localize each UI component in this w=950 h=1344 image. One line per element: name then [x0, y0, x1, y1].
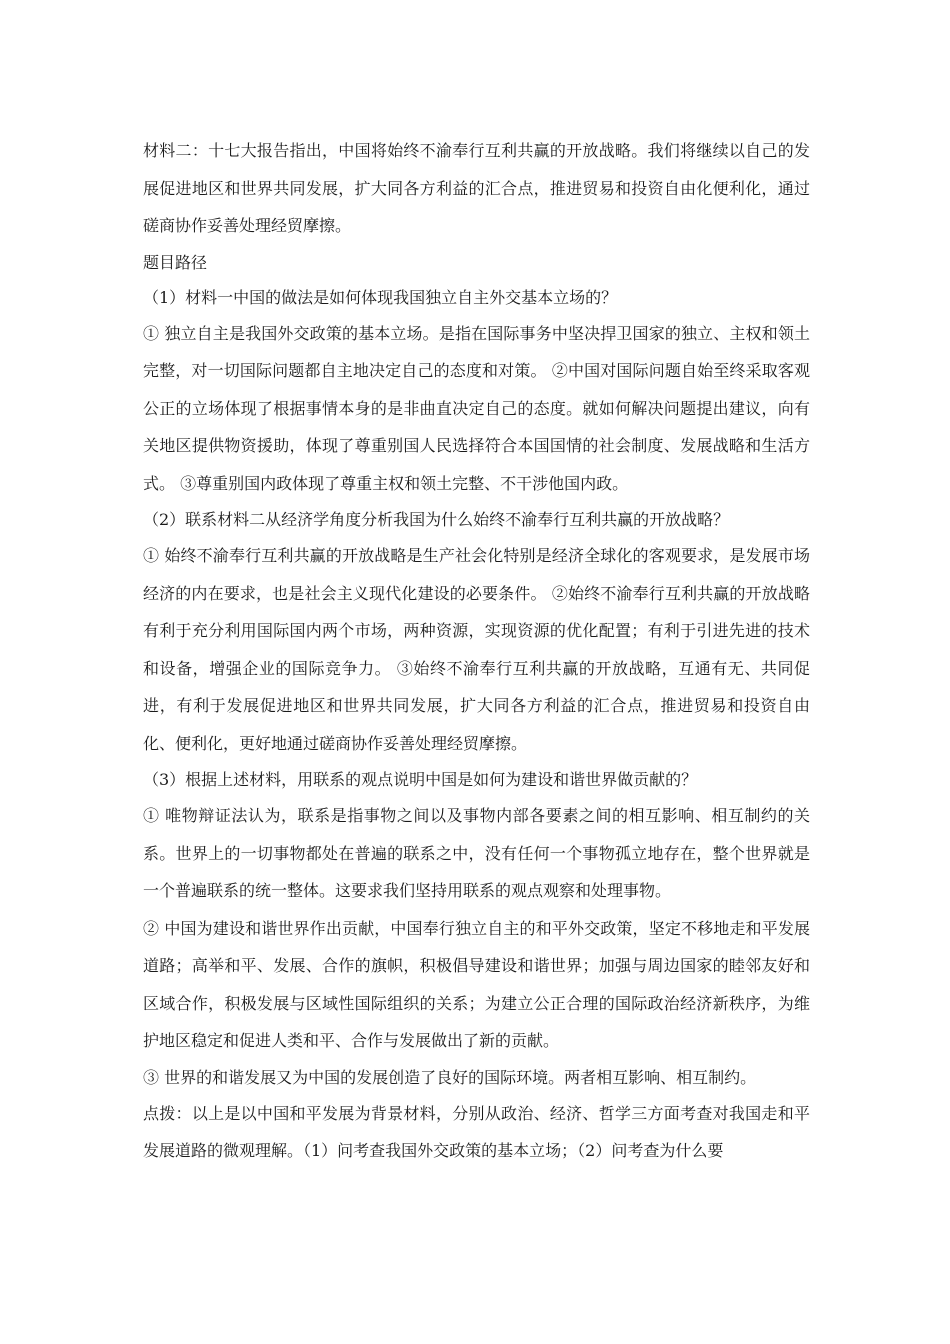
material-two-paragraph: 材料二：十七大报告指出，中国将始终不渝奉行互利共赢的开放战略。我们将继续以自己的发展促进地区和世界共同发展，扩大同各方利益的汇合点，推进贸易和投资自由化便利化，通过磋商协作妥善处理经贸摩擦。	[143, 141, 810, 235]
answer-3-point-3: ③ 世界的和谐发展又为中国的发展创造了良好的国际环境。两者相互影响、相互制约。	[143, 1067, 757, 1087]
question-3: （3）根据上述材料，用联系的观点说明中国是如何为建设和谐世界做贡献的？	[143, 770, 698, 789]
question-2: （2）联系材料二从经济学角度分析我国为什么始终不渝奉行互利共赢的开放战略？	[143, 510, 730, 529]
answer-3-point-2: ② 中国为建设和谐世界作出贡献，中国奉行独立自主的和平外交政策，坚定不移地走和平发展道路；高举和平、发展、合作的旗帜，积极倡导建设和谐世界；加强与周边国家的睦邻友好和区域合作，积极发展与区域性国际组织的关系；为建立公正合理的国际政治经济新秩序，为维护地区稳定和促进人类和平、合作与发展做出了新的贡献。	[143, 918, 810, 1050]
section-heading: 题目路径	[143, 252, 208, 272]
answer-3-point-1: ① 唯物辩证法认为，联系是指事物之间以及事物内部各要素之间的相互影响、相互制约的关系。世界上的一切事物都处在普遍的联系之中，没有任何一个事物孤立地存在，整个世界就是一个普遍联系的统一整体。这要求我们坚持用联系的观点观察和处理事物。	[143, 806, 810, 900]
question-1: （1）材料一中国的做法是如何体现我国独立自主外交基本立场的？	[143, 287, 618, 307]
commentary-paragraph: 点拨：以上是以中国和平发展为背景材料，分别从政治、经济、哲学三方面考查对我国走和平发展道路的微观理解。（1）问考查我国外交政策的基本立场；（2）问考查为什么要	[143, 1103, 810, 1160]
answer-1: ① 独立自主是我国外交政策的基本立场。是指在国际事务中坚决捍卫国家的独立、主权和领土完整，对一切国际问题都自主地决定自己的态度和对策。 ②中国对国际问题自始至终采取客观公正的立场体现了根据事情本身的是非曲直决定自己的态度。就如何解决问题提出建议，向有关地区提供物资援助，体现了尊重别国人民选择符合本国国情的社会制度、发展战略和生活方式。 ③尊重别国内政体现了尊重主权和领土完整、不干涉他国内政。	[143, 323, 810, 493]
answer-2: ① 始终不渝奉行互利共赢的开放战略是生产社会化特别是经济全球化的客观要求，是发展市场经济的内在要求，也是社会主义现代化建设的必要条件。 ②始终不渝奉行互利共赢的开放战略有利于充分利用国际国内两个市场，两种资源，实现资源的优化配置；有利于引进先进的技术和设备，增强企业的国际竞争力。 ③始终不渝奉行互利共赢的开放战略，互通有无、共同促进，有利于发展促进地区和世界共同发展，扩大同各方利益的汇合点，推进贸易和投资自由化、便利化，更好地通过磋商协作妥善处理经贸摩擦。	[143, 546, 810, 753]
